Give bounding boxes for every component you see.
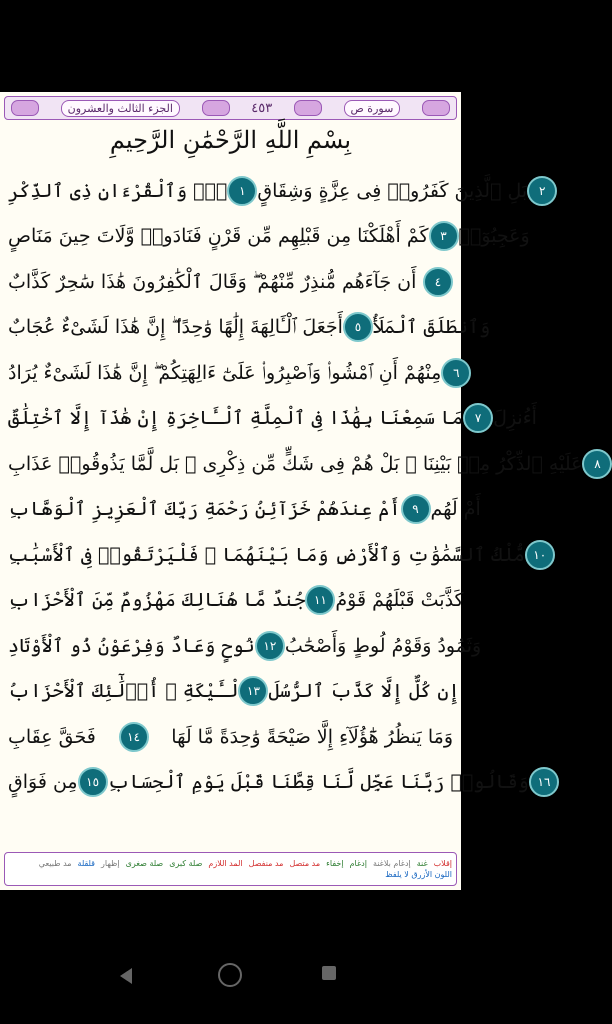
ayah-number-marker[interactable]: ١٣	[238, 676, 268, 706]
verse-text: عَلَيْهِ ٱلذِّكْرُ مِنۢ بَيْنِنَا ۚ بَلْ هُمْ فِى شَكٍّ مِّن ذِكْرِى ۖ بَل لَّمَّا يَذُوقُوا۟ عَذَابِ	[8, 452, 583, 475]
ayah-number-marker[interactable]: ١	[227, 176, 257, 206]
ayah-number-marker[interactable]: ١٢	[255, 631, 285, 661]
home-icon[interactable]	[218, 963, 242, 987]
ornament-icon	[202, 100, 230, 116]
legend-item: قلقلة	[77, 859, 96, 868]
ornament-icon	[294, 100, 322, 116]
verse-line[interactable]	[8, 487, 481, 533]
legend-item: إدغام	[349, 859, 367, 868]
verse-text: أَجَعَلَ ٱلْـَٔالِهَةَ إِلَٰهًا وَٰحِدًا ۖ إِنَّ هَٰذَا لَشَىْءٌ عُجَابٌ	[8, 316, 343, 339]
verse-line[interactable]	[8, 350, 460, 396]
verse-text: وَمَا يَنظُرُ هَٰٓؤُلَآءِ إِلَّا صَيْحَةً وَٰحِدَةً مَّا لَهَا	[171, 725, 453, 748]
ayah-number-marker[interactable]: ١٥	[78, 767, 108, 797]
verse-lines	[8, 168, 601, 805]
page-header	[4, 96, 457, 120]
ayah-number-marker[interactable]: ١٠	[525, 540, 555, 570]
verse-line[interactable]	[8, 578, 464, 624]
verse-line[interactable]	[8, 214, 530, 260]
verse-text: كَذَّبَتْ قَبْلَهُمْ قَوْمُ	[335, 589, 464, 612]
legend-item: صلة صغرى	[125, 859, 164, 868]
verse-text: فَحَقَّ عِقَابِ	[8, 725, 96, 748]
verse-text: مَا سَمِعْنَا بِهَٰذَا فِى ٱلْمِلَّةِ ٱلْـَٔاخِرَةِ إِنْ هَٰذَآ إِلَّا ٱخْتِلَٰقٌ	[8, 407, 464, 430]
quran-page[interactable]	[0, 92, 601, 890]
legend-item: اللون الأزرق لا يلفظ	[385, 870, 452, 879]
legend-item: غنة	[416, 859, 428, 868]
legend-item: مد متصل	[289, 859, 321, 868]
verse-line[interactable]	[8, 441, 601, 487]
ayah-number-marker[interactable]: ٩	[401, 494, 431, 524]
status-bar	[0, 0, 461, 90]
basmala: بِسْمِ اللَّهِ الرَّحْمَٰنِ الرَّحِيمِ	[109, 126, 352, 154]
navigation-bar	[0, 890, 461, 1024]
verse-line[interactable]	[8, 168, 546, 214]
ayah-number-marker[interactable]: ١٤	[119, 722, 149, 752]
verse-text: نُوحٍ وَعَادٌ وَفِرْعَوْنُ ذُو ٱلْأَوْتَادِ	[8, 634, 255, 657]
ayah-number-marker[interactable]: ٤	[423, 267, 453, 297]
juz-label: الجزء الثالث والعشرون	[61, 100, 180, 117]
verse-text: لْـَٔيْكَةِ ۚ أُو۟لَٰٓئِكَ ٱلْأَحْزَابُ	[8, 680, 239, 703]
ayah-number-marker[interactable]: ٢	[527, 176, 557, 206]
verse-line[interactable]	[8, 259, 453, 305]
ayah-number-marker[interactable]: ١٦	[529, 767, 559, 797]
verse-text: وَعَجِبُوٓا۟	[458, 225, 530, 248]
verse-line[interactable]	[8, 669, 460, 715]
legend-item: مد منفصل	[248, 859, 284, 868]
legend-item: مد طبيعي	[38, 859, 72, 868]
ornament-icon	[11, 100, 39, 116]
legend-item: إدغام بلاغنة	[372, 859, 411, 868]
verse-text: صٓۚ وَٱلْقُرْءَانِ ذِى ٱلذِّكْرِ	[8, 179, 228, 202]
legend-item: إظهار	[101, 859, 120, 868]
legend-item: إخفاء	[326, 859, 344, 868]
back-icon[interactable]	[120, 968, 132, 984]
ayah-number-marker[interactable]: ٧	[463, 403, 493, 433]
verse-text: أَمْ عِندَهُمْ خَزَآئِنُ رَحْمَةِ رَبِّكَ ٱلْعَزِيزِ ٱلْوَهَّابِ	[8, 498, 401, 521]
ayah-number-marker[interactable]: ٨	[582, 449, 612, 479]
verse-text: مُّلْكُ ٱلسَّمَٰوَٰتِ وَٱلْأَرْضِ وَمَا بَيْنَهُمَا ۖ فَلْيَرْتَقُوا۟ فِى ٱلْأَسْبَٰبِ	[8, 543, 525, 566]
verse-text: أَن جَآءَهُم مُّنذِرٌ مِّنْهُمْ ۖ وَقَالَ ٱلْكَٰفِرُونَ هَٰذَا سَٰحِرٌ كَذَّابٌ	[8, 270, 417, 293]
surah-label: سورة ص	[344, 100, 401, 117]
verse-line[interactable]	[8, 396, 537, 442]
verse-text: وَقَالُوا۟ رَبَّنَا عَجِّل لَّنَا قِطَّنَا قَبْلَ يَوْمِ ٱلْحِسَابِ	[107, 771, 529, 794]
verse-line[interactable]	[8, 532, 547, 578]
verse-line[interactable]	[8, 305, 491, 351]
verse-text: جُندٌ مَّا هُنَالِكَ مَهْزُومٌ مِّنَ ٱلْأَحْزَابِ	[8, 589, 306, 612]
verse-text: أَءُنزِلَ	[493, 407, 537, 430]
ayah-number-marker[interactable]: ٦	[441, 358, 471, 388]
legend-item: صلة كبرى	[169, 859, 203, 868]
ayah-number-marker[interactable]: ١١	[305, 585, 335, 615]
verse-text: وَثَمُودُ وَقَوْمُ لُوطٍ وَأَصْحَٰبُ	[284, 634, 482, 657]
verse-line[interactable]	[8, 760, 551, 806]
verse-text: مِنْهُمْ أَنِ ٱمْشُوا۟ وَٱصْبِرُوا۟ عَلَىٰٓ ءَالِهَتِكُمْ ۖ إِنَّ هَٰذَا لَشَىْءٌ يُرَادُ	[8, 361, 442, 384]
page-number: ٤٥٣	[251, 100, 273, 116]
verse-line[interactable]	[8, 714, 453, 760]
verse-text: أَمْ لَهُم	[430, 498, 481, 521]
verse-text: كَمْ أَهْلَكْنَا مِن قَبْلِهِم مِّن قَرْنٍ فَنَادَوا۟ وَّلَاتَ حِينَ مَنَاصٍ	[8, 225, 429, 248]
ornament-icon	[422, 100, 450, 116]
verse-line[interactable]	[8, 623, 482, 669]
verse-text: وَٱنطَلَقَ ٱلْمَلَأُ	[372, 316, 491, 339]
ayah-number-marker[interactable]: ٥	[343, 312, 373, 342]
legend-item: إقلاب	[433, 859, 452, 868]
legend-item: المد اللازم	[208, 859, 243, 868]
verse-text: مِن فَوَاقٍ	[8, 771, 78, 794]
verse-text: إِن كُلٌّ إِلَّا كَذَّبَ ٱلرُّسُلَ	[268, 680, 460, 703]
tajweed-legend	[4, 852, 457, 886]
verse-text: بَلِ ٱلَّذِينَ كَفَرُوا۟ فِى عِزَّةٍ وَشِقَاقٍ	[257, 179, 528, 202]
recents-icon[interactable]	[322, 966, 336, 980]
ayah-number-marker[interactable]: ٣	[429, 221, 459, 251]
